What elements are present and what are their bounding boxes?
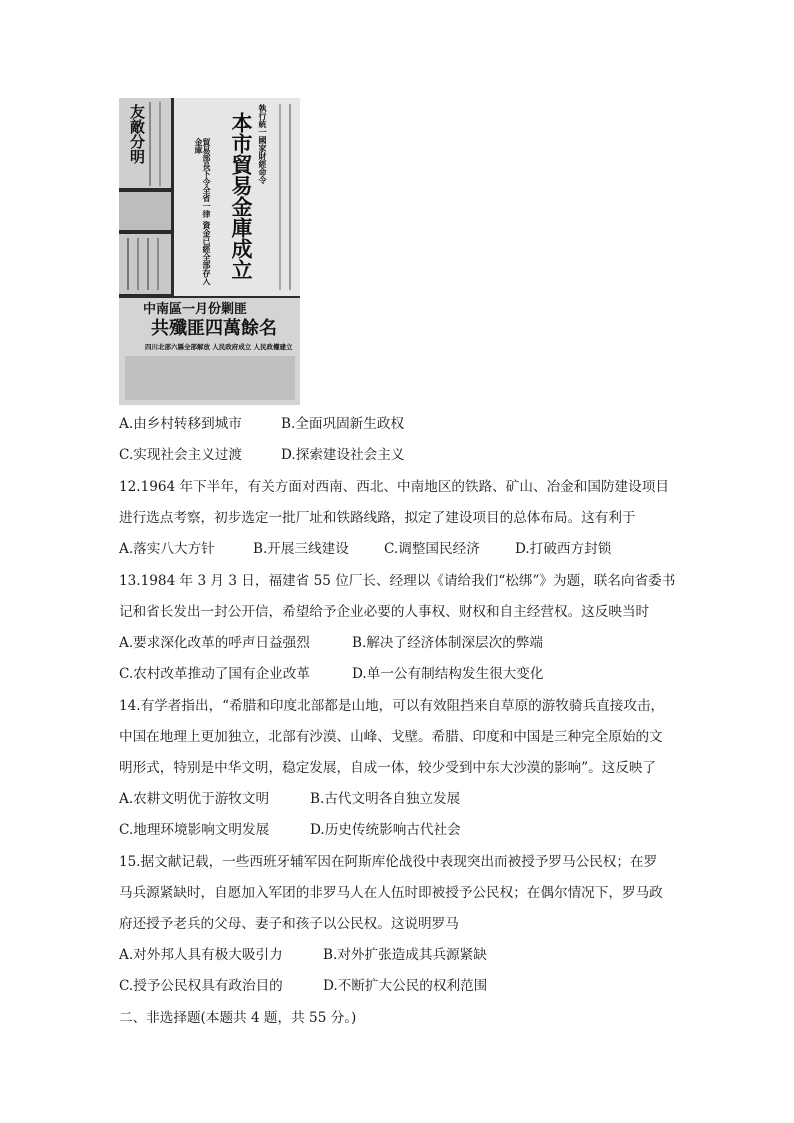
q12-stem-line-1: 12.1964 年下半年，有关方面对西南、西北、中南地区的铁路、矿山、冶金和国防建设项目 xyxy=(119,479,669,495)
q14-option-b: B.古代文明各自独立发展 xyxy=(310,791,461,807)
q15-option-b: B.对外扩张造成其兵源紧缺 xyxy=(323,947,487,963)
q11-option-c: C.实现社会主义过渡 xyxy=(119,447,242,463)
section-2-title: 二、非选择题(本题共 4 题，共 55 分。) xyxy=(119,1010,357,1026)
q12-option-b: B.开展三线建设 xyxy=(253,541,349,557)
headline-bottom-2: 共殲匪四萬餘名 xyxy=(151,318,277,339)
newspaper-photo xyxy=(119,98,300,405)
q15-option-a: A.对外邦人具有极大吸引力 xyxy=(119,947,283,963)
q15-stem-line-3: 府还授予老兵的父母、妻子和孩子以公民权。这说明罗马 xyxy=(119,916,459,932)
q13-option-a: A.要求深化改革的呼声日益强烈 xyxy=(119,635,310,651)
q14-stem-line-1: 14.有学者指出，“希腊和印度北部都是山地，可以有效阻挡来自草原的游牧骑兵直接攻击， xyxy=(119,698,665,714)
q13-stem-line-2: 记和省长发出一封公开信，希望给予企业必要的人事权、财权和自主经营权。这反映当时 xyxy=(119,604,650,620)
q13-option-b: B.解决了经济体制深层次的弊端 xyxy=(352,635,544,651)
q13-stem-line-1: 13.1984 年 3 月 3 日，福建省 55 位厂长、经理以《请给我们“松绑”》为题，联名向省委书 xyxy=(119,573,676,589)
q13-option-d: D.单一公有制结构发生很大变化 xyxy=(352,666,544,682)
q15-stem-line-2: 马兵源紧缺时，自愿加入军团的非罗马人在人伍时即被授予公民权；在偶尔情况下，罗马政 xyxy=(119,885,663,901)
q14-stem-line-2: 中国在地理上更加独立，北部有沙漠、山峰、戈壁。希腊、印度和中国是三种完全原始的文 xyxy=(119,729,663,745)
q15-stem-line-1: 15.据文献记载，一些西班牙辅军因在阿斯库伦战役中表现突出而被授予罗马公民权；在罗 xyxy=(119,854,658,870)
q12-stem-line-2: 进行选点考察，初步选定一批厂址和铁路线路，拟定了建设项目的总体布局。这有利于 xyxy=(119,510,636,526)
q12-option-d: D.打破西方封锁 xyxy=(515,541,612,557)
q11-option-b: B.全面巩固新生政权 xyxy=(281,416,405,432)
q11-option-d: D.探索建设社会主义 xyxy=(281,447,405,463)
q14-stem-line-3: 明形式，特别是中华文明，稳定发展，自成一体，较少受到中东大沙漠的影响”。这反映了 xyxy=(119,760,657,776)
headline-bottom-1: 中南區一月份剿匪 xyxy=(143,302,248,317)
q14-option-d: D.历史传统影响古代社会 xyxy=(310,822,461,838)
q11-option-a: A.由乡村转移到城市 xyxy=(119,416,242,432)
q12-option-a: A.落实八大方针 xyxy=(119,541,215,557)
headline-main: 本市貿易金庫成立 xyxy=(229,112,254,280)
headline-left: 友敵分明 xyxy=(128,104,146,164)
q13-option-c: C.农村改革推动了国有企业改革 xyxy=(119,666,310,682)
q12-option-c: C.调整国民经济 xyxy=(384,541,480,557)
q14-option-a: A.农耕文明优于游牧文明 xyxy=(119,791,270,807)
q15-option-c: C.授予公民权具有政治目的 xyxy=(119,978,283,994)
q15-option-d: D.不断扩大公民的权利范围 xyxy=(323,978,488,994)
headline-main-sub: 貿易部長下令全省一律 資金已經全部存入金庫 xyxy=(194,138,212,285)
headline-kicker: 執行統一國家財經命令 xyxy=(258,104,268,184)
q14-option-c: C.地理环境影响文明发展 xyxy=(119,822,270,838)
headline-bottom-sub: 四川北部六縣全部解放 人民政府成立 人民政權建立 xyxy=(145,343,293,351)
